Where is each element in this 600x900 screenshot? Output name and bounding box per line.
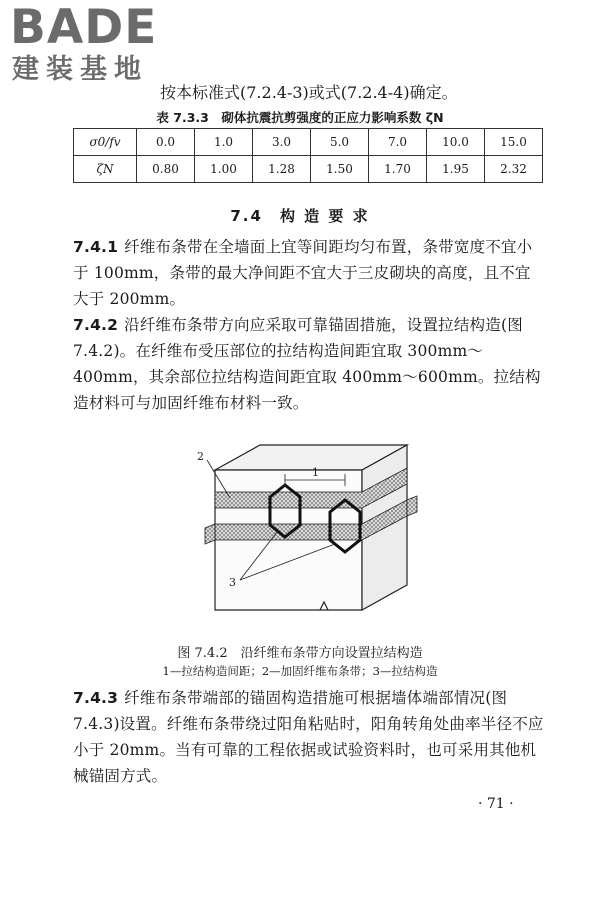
table-caption: 表 7.3.3 砌体抗震抗剪强度的正应力影响系数 ζN xyxy=(156,110,444,125)
clause-7-4-3 xyxy=(73,685,545,789)
table-cell: 0.0 xyxy=(137,129,195,156)
table-cell: 1.95 xyxy=(427,156,485,183)
table-header-row xyxy=(74,129,543,156)
clause-7-4-2 xyxy=(73,312,545,416)
clause-text: 纤维布条带在全墙面上宜等间距均匀布置，条带宽度不宜小于 100mm，条带的最大净间距不宜大于三皮砌块的高度，且不宜大于 200mm。 xyxy=(73,238,533,308)
figure-label-3: 3 xyxy=(229,576,236,589)
figure-label-2: 2 xyxy=(197,450,204,463)
figure-wall-diagram xyxy=(185,440,420,630)
table-cell: 2.32 xyxy=(485,156,543,183)
clause-number: 7.4.2 xyxy=(73,316,119,334)
table-row-label: ζN xyxy=(74,156,137,183)
table-cell: 1.28 xyxy=(253,156,311,183)
figure-caption: 图 7.4.2 沿纤维布条带方向设置拉结构造 xyxy=(177,646,423,661)
section-title: 7.4 构 造 要 求 xyxy=(230,207,370,225)
table-cell: 7.0 xyxy=(369,129,427,156)
table-cell: 10.0 xyxy=(427,129,485,156)
table-cell: 3.0 xyxy=(253,129,311,156)
table-row xyxy=(74,156,543,183)
clause-text: 纤维布条带端部的锚固构造措施可根据墙体端部情况(图 7.4.3)设置。纤维布条带绕过阳角粘贴时，阳角转角处曲率半径不应小于 20mm。当有可靠的工程依据或试验资料时，也可采用其他机械锚固方式。 xyxy=(73,689,544,785)
page-number: · 71 · xyxy=(478,796,514,812)
clause-number: 7.4.1 xyxy=(73,238,119,256)
table-cell: 0.80 xyxy=(137,156,195,183)
table-cell: 5.0 xyxy=(311,129,369,156)
table-cell: 15.0 xyxy=(485,129,543,156)
continued-text-line: 按本标准式(7.2.4-3)或式(7.2.4-4)确定。 xyxy=(160,83,458,102)
logo-subtitle: 建装基地 xyxy=(12,54,148,85)
table-cell: 1.0 xyxy=(195,129,253,156)
figure-label-1: 1 xyxy=(312,466,319,479)
clause-7-4-1 xyxy=(73,234,545,312)
clause-number: 7.4.3 xyxy=(73,689,119,707)
table-cell: 1.50 xyxy=(311,156,369,183)
coefficient-table xyxy=(73,128,543,183)
table-cell: 1.00 xyxy=(195,156,253,183)
clause-text: 沿纤维布条带方向应采取可靠锚固措施，设置拉结构造(图 7.4.2)。在纤维布受压部位的拉结构造间距宜取 300mm～400mm，其余部位拉结构造间距宜取 400mm～600mm。拉结构造材料可与加固纤维布材料一致。 xyxy=(73,316,541,412)
logo-brand: BADE xyxy=(10,0,158,55)
table-cell: 1.70 xyxy=(369,156,427,183)
table-header-label: σ0/fv xyxy=(74,129,137,156)
figure-legend: 1—拉结构造间距；2—加固纤维布条带；3—拉结构造 xyxy=(162,664,438,678)
